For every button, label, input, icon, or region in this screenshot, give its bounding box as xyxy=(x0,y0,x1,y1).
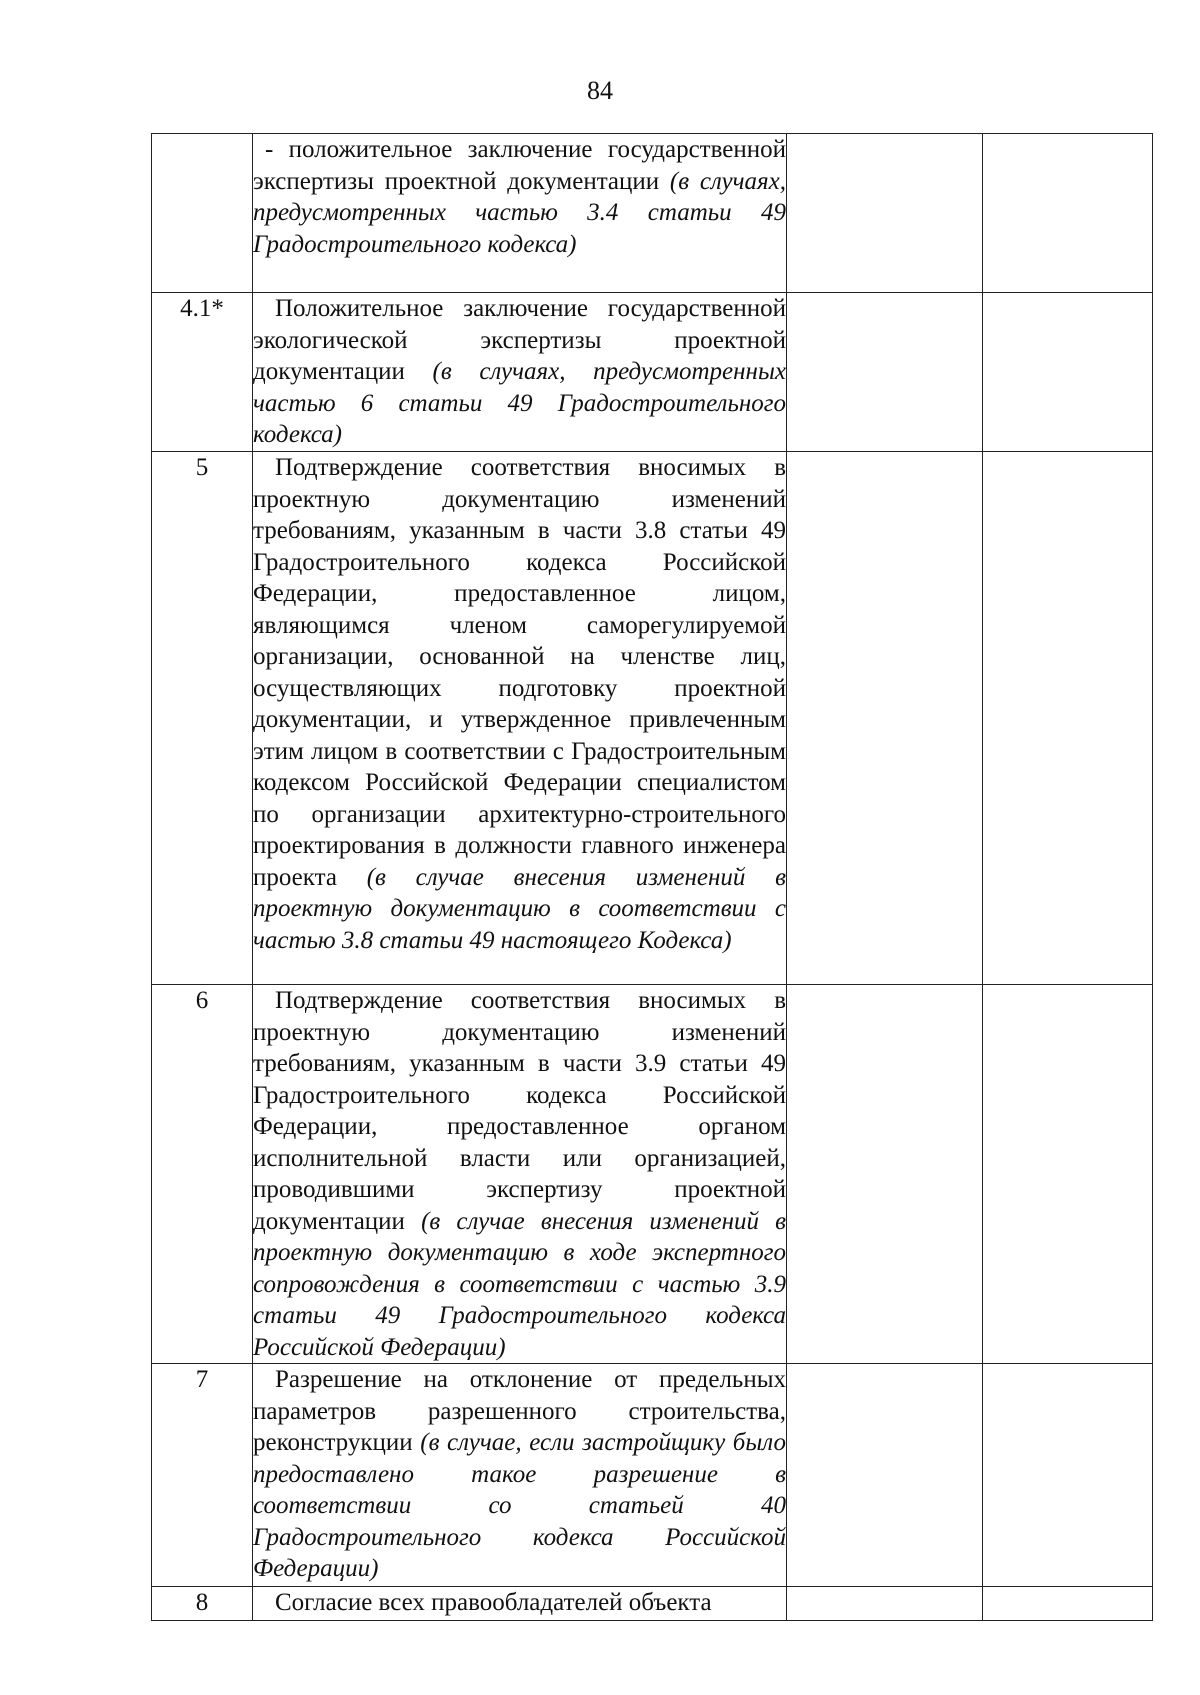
row-number: 8 xyxy=(152,1587,253,1621)
table-row xyxy=(152,293,1153,452)
row-number: 6 xyxy=(152,985,253,1364)
row-description xyxy=(253,134,787,293)
description-text: Подтверждение соответствия вносимых в проектную документацию изменений требованиям, указанным в части 3.8 статьи 49 Градостроительного кодекса Российской Федерации, предоставленное лицом, являющимся членом саморегулируемой организации, основанной на членстве лиц, осуществляющих подготовку проектной документации, и утвержденное привлеченным этим лицом в соответствии с Градостроительным кодексом Российской Федерации специалистом по организации архитектурно-строительного проектирования в должности главного инженера проекта xyxy=(253,454,786,891)
row-number: 4.1* xyxy=(152,293,253,452)
table-row xyxy=(152,985,1153,1364)
empty-cell xyxy=(787,1587,983,1621)
empty-cell xyxy=(983,134,1153,293)
description-text: Подтверждение соответствия вносимых в проектную документацию изменений требованиям, указанным в части 3.9 статьи 49 Градостроительного кодекса Российской Федерации, предоставленное органом исполнительной власти или организацией, проводившими экспертизу проектной документации xyxy=(253,987,786,1235)
page-number: 84 xyxy=(587,76,613,105)
row-description xyxy=(253,985,787,1364)
row-description xyxy=(253,1364,787,1587)
document-table xyxy=(151,133,1153,1621)
empty-cell xyxy=(787,134,983,293)
table-row xyxy=(152,134,1153,293)
description-text: Положительное заключение государственной экологической экспертизы проектной документации xyxy=(253,295,786,385)
description-text: Согласие всех правообладателей объекта xyxy=(275,1589,712,1616)
empty-cell xyxy=(983,1587,1153,1621)
table-row xyxy=(152,452,1153,985)
description-text: Разрешение на отклонение от предельных параметров разрешенного строительства, реконструкции xyxy=(253,1366,786,1456)
description-note: (в случаях, предусмотренных частью 6 статьи 49 Градостроительного кодекса) xyxy=(253,358,786,448)
description-note: (в случае, если застройщику было предоставлено такое разрешение в соответствии со статьей 40 Градостроительного кодекса Российской Федерации) xyxy=(253,1429,786,1582)
empty-cell xyxy=(983,293,1153,452)
empty-cell xyxy=(983,1364,1153,1587)
row-number: 5 xyxy=(152,452,253,985)
description-note: (в случае внесения изменений в проектную документацию в ходе экспертного сопровождения в соответствии с частью 3.9 статьи 49 Градостроительного кодекса Российской Федерации) xyxy=(253,1207,787,1361)
row-description xyxy=(253,1587,787,1621)
empty-cell xyxy=(983,452,1153,985)
description-note: (в случаях, предусмотренных частью 3.4 статьи 49 Градостроительного кодекса) xyxy=(253,167,786,258)
empty-cell xyxy=(787,985,983,1364)
empty-cell xyxy=(983,985,1153,1364)
row-description xyxy=(253,293,787,452)
empty-cell xyxy=(787,293,983,452)
table-row xyxy=(152,1587,1153,1621)
description-text: - положительное заключение государственной экспертизы проектной документации xyxy=(253,136,786,195)
description-note: (в случае внесения изменений в проектную документацию в соответствии с частью 3.8 статьи 49 настоящего Кодекса) xyxy=(253,863,786,954)
empty-cell xyxy=(787,452,983,985)
table-row xyxy=(152,1364,1153,1587)
row-description xyxy=(253,452,787,985)
row-number xyxy=(152,134,253,293)
empty-cell xyxy=(787,1364,983,1587)
row-number: 7 xyxy=(152,1364,253,1587)
